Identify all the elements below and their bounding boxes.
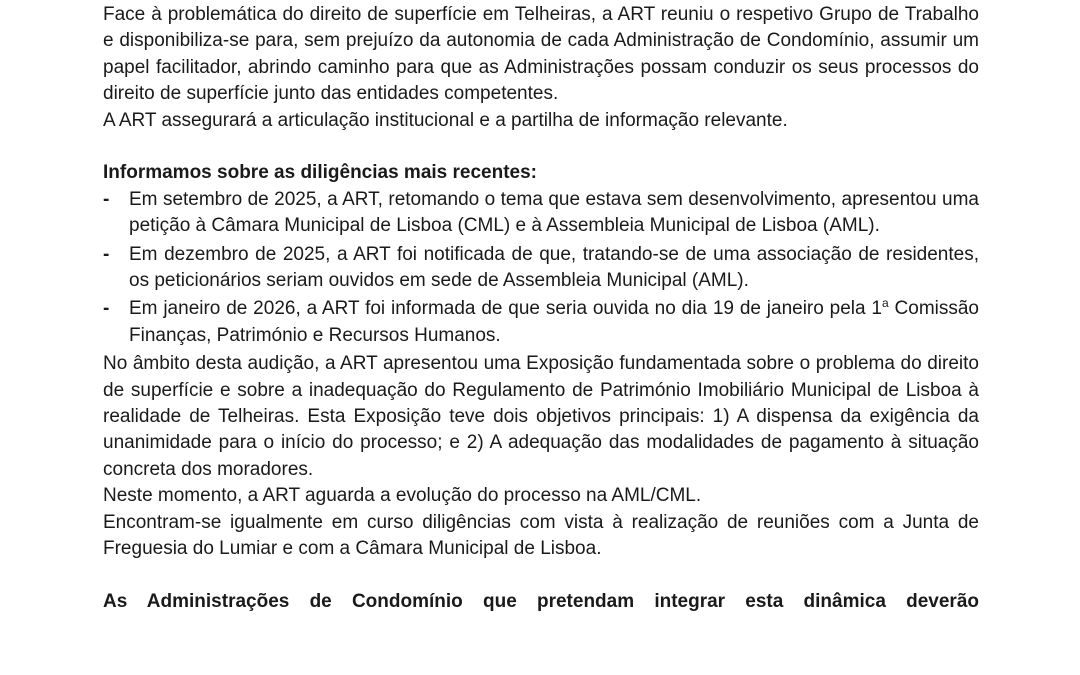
- section-heading: Informamos sobre as diligências mais recentes:: [103, 162, 538, 184]
- diligences-list: [103, 187, 979, 349]
- paragraph-momento: Neste momento, a ART aguarda a evolução do processo na AML/CML.: [103, 485, 702, 507]
- bullet-dash: -: [103, 188, 110, 210]
- list-item-text: Em setembro de 2025, a ART, retomando o tema que estava sem desenvolvimento, apresentou uma petição à Câmara Municipal de Lisboa (CML) e à Assembleia Municipal de Lisboa (AML).: [129, 188, 979, 237]
- bullet-dash: -: [103, 243, 110, 265]
- list-item-text-after: Comissão Finanças, Património e Recursos Humanos.: [129, 298, 979, 346]
- list-item: [103, 242, 979, 295]
- closing-bold-paragraph: As Administrações de Condomínio que pretendam integrar esta dinâmica deverão: [103, 590, 979, 612]
- list-item: [103, 187, 979, 240]
- list-item-text-before: Em janeiro de 2026, a ART foi informada de que seria ouvida no dia 19 de janeiro pela 1: [129, 298, 882, 320]
- spacer: [103, 134, 979, 160]
- bullet-dash: -: [103, 298, 110, 320]
- spacer: [103, 563, 979, 589]
- ordinal-superscript: a: [882, 296, 889, 311]
- intro-line-2: A ART assegurará a articulação institucional e a partilha de informação relevante.: [103, 109, 788, 131]
- intro-paragraph: Face à problemática do direito de superfície em Telheiras, a ART reuniu o respetivo Grupo de Trabalho e disponibiliza-se para, sem prejuízo da autonomia de cada Administração de Condomínio, assumir um papel facilitador, abrindo caminho para que as Administrações possam conduzir os seus processos do direito de superfície junto das entidades competentes.: [103, 4, 979, 105]
- list-item-text: Em dezembro de 2025, a ART foi notificada de que, tratando-se de uma associação de residentes, os peticionários seriam ouvidos em sede de Assembleia Municipal (AML).: [129, 243, 979, 292]
- document-page: [103, 2, 979, 615]
- paragraph-diligencias: Encontram-se igualmente em curso diligências com vista à realização de reuniões com a Junta de Freguesia do Lumiar e com a Câmara Municipal de Lisboa.: [103, 511, 979, 560]
- paragraph-audicao: No âmbito desta audição, a ART apresentou uma Exposição fundamentada sobre o problema do direito de superfície e sobre a inadequação do Regulamento de Património Imobiliário Municipal de Lisboa à realidade de Telheiras. Esta Exposição teve dois objetivos principais: 1) A dispensa da exigência da unanimidade para o início do processo; e 2) A adequação das modalidades de pagamento à situação concreta dos moradores.: [103, 353, 979, 480]
- list-item: [103, 296, 979, 349]
